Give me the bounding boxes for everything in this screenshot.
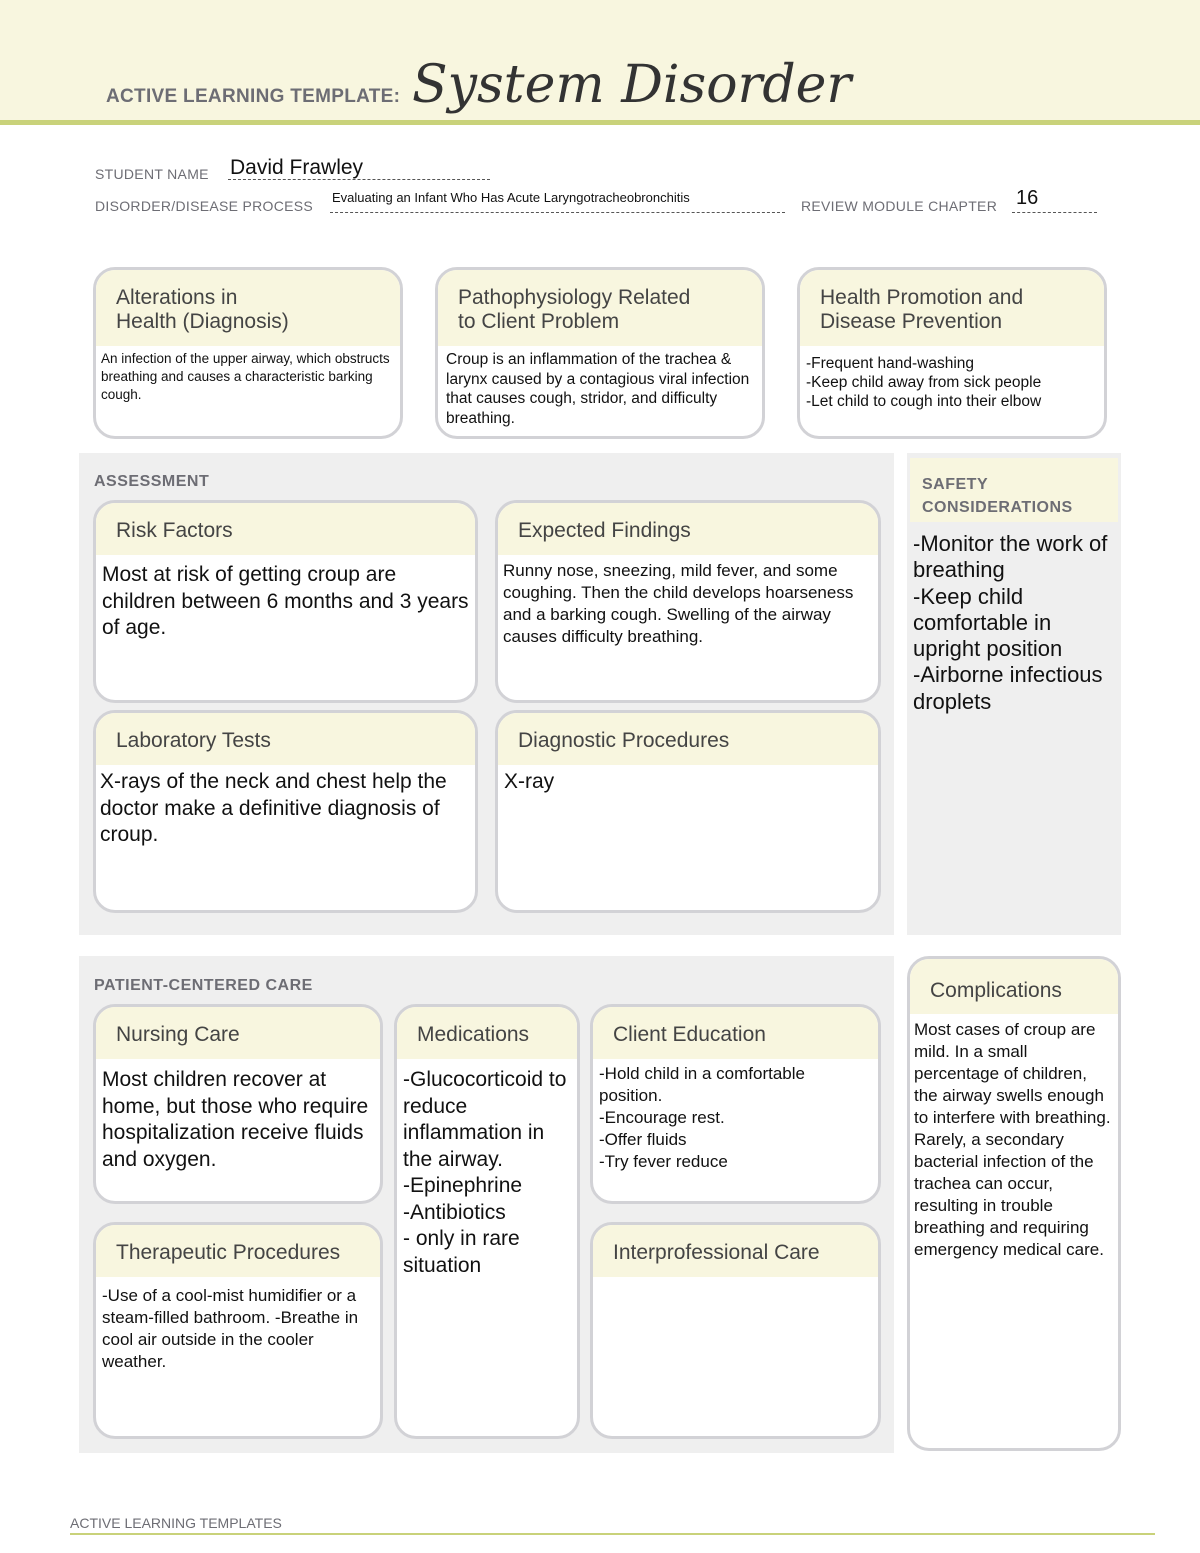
pathophysiology-body[interactable]: Croup is an inflammation of the trachea & larynx caused by a contagious viral infection that causes cough, stridor, and difficulty breathing. — [446, 351, 750, 427]
safety-body[interactable]: -Monitor the work of breathing -Keep child comfortable in upright position -Airborne infectious droplets — [913, 531, 1108, 714]
therapeutic-procedures-box — [93, 1222, 383, 1439]
complications-body[interactable]: Most cases of croup are mild. In a small percentage of children, the airway swells enough to interfere with breathing. Rarely, a secondary bacterial infection of the trachea can occur, resulting in trouble breathing and requiring emergency medical care. — [914, 1020, 1111, 1259]
diagnostic-procedures-title: Diagnostic Procedures — [498, 713, 878, 765]
disorder-label: DISORDER/DISEASE PROCESS — [95, 198, 314, 214]
health-promotion-body[interactable]: -Frequent hand-washing -Keep child away from sick people -Let child to cough into their elbow — [806, 355, 1042, 410]
safety-label: SAFETY CONSIDERATIONS — [922, 476, 1073, 516]
nursing-care-box — [93, 1004, 383, 1204]
health-promotion-box — [797, 267, 1107, 439]
client-education-title: Client Education — [593, 1007, 878, 1059]
patient-care-label: PATIENT-CENTERED CARE — [94, 977, 313, 994]
laboratory-tests-title: Laboratory Tests — [96, 713, 475, 765]
medications-box — [394, 1004, 580, 1439]
risk-factors-box — [93, 500, 478, 703]
assessment-label: ASSESSMENT — [94, 473, 210, 490]
footer-text: ACTIVE LEARNING TEMPLATES — [70, 1515, 282, 1531]
therapeutic-procedures-body[interactable]: -Use of a cool-mist humidifier or a steam-filled bathroom. -Breathe in cool air outside in the cooler weather. — [102, 1286, 359, 1371]
disorder-underline — [330, 212, 785, 213]
client-education-box — [590, 1004, 881, 1204]
diagnostic-procedures-body[interactable]: X-ray — [504, 770, 555, 793]
laboratory-tests-body[interactable]: X-rays of the neck and chest help the doctor make a definitive diagnosis of croup. — [100, 770, 447, 846]
interprofessional-care-title: Interprofessional Care — [593, 1225, 878, 1277]
alterations-body[interactable]: An infection of the upper airway, which obstructs breathing and causes a characteristic barking cough. — [101, 351, 390, 402]
therapeutic-procedures-title: Therapeutic Procedures — [96, 1225, 380, 1277]
pathophysiology-box — [435, 267, 765, 439]
chapter-underline — [1012, 212, 1097, 213]
health-promotion-title: Health Promotion and Disease Prevention — [800, 270, 1104, 346]
student-name-underline — [228, 179, 490, 180]
interprofessional-care-box — [590, 1222, 881, 1439]
medications-body[interactable]: -Glucocorticoid to reduce inflammation in the airway. -Epinephrine -Antibiotics - only in rare situation — [403, 1068, 567, 1277]
risk-factors-title: Risk Factors — [96, 503, 475, 555]
alterations-box — [93, 267, 403, 439]
template-label: ACTIVE LEARNING TEMPLATE: — [106, 86, 401, 107]
student-name-label: STUDENT NAME — [95, 166, 209, 182]
expected-findings-body[interactable]: Runny nose, sneezing, mild fever, and some coughing. Then the child develops hoarseness and a barking cough. Swelling of the airway causes difficulty breathing. — [503, 561, 854, 646]
chapter-label: REVIEW MODULE CHAPTER — [801, 198, 998, 214]
client-education-body[interactable]: -Hold child in a comfortable position. -Encourage rest. -Offer fluids -Try fever reduce — [599, 1064, 805, 1171]
student-name-field[interactable]: David Frawley — [230, 156, 364, 179]
nursing-care-body[interactable]: Most children recover at home, but those who require hospitalization receive fluids and oxygen. — [102, 1068, 369, 1171]
nursing-care-title: Nursing Care — [96, 1007, 380, 1059]
header-rule — [0, 120, 1200, 125]
chapter-field[interactable]: 16 — [1016, 187, 1039, 209]
risk-factors-body[interactable]: Most at risk of getting croup are children between 6 months and 3 years of age. — [102, 563, 469, 639]
expected-findings-box — [495, 500, 881, 703]
template-title: System Disorder — [412, 55, 852, 115]
interprofessional-care-body[interactable] — [593, 1277, 878, 1287]
pathophysiology-title: Pathophysiology Related to Client Problem — [438, 270, 762, 346]
diagnostic-procedures-box — [495, 710, 881, 913]
laboratory-tests-box — [93, 710, 478, 913]
expected-findings-title: Expected Findings — [498, 503, 878, 555]
medications-title: Medications — [397, 1007, 577, 1059]
alterations-title: Alterations in Health (Diagnosis) — [96, 270, 400, 346]
complications-box — [907, 956, 1121, 1451]
footer-rule — [70, 1533, 1155, 1535]
complications-title: Complications — [910, 959, 1118, 1014]
disorder-field[interactable]: Evaluating an Infant Who Has Acute Laryngotracheobronchitis — [332, 190, 690, 205]
